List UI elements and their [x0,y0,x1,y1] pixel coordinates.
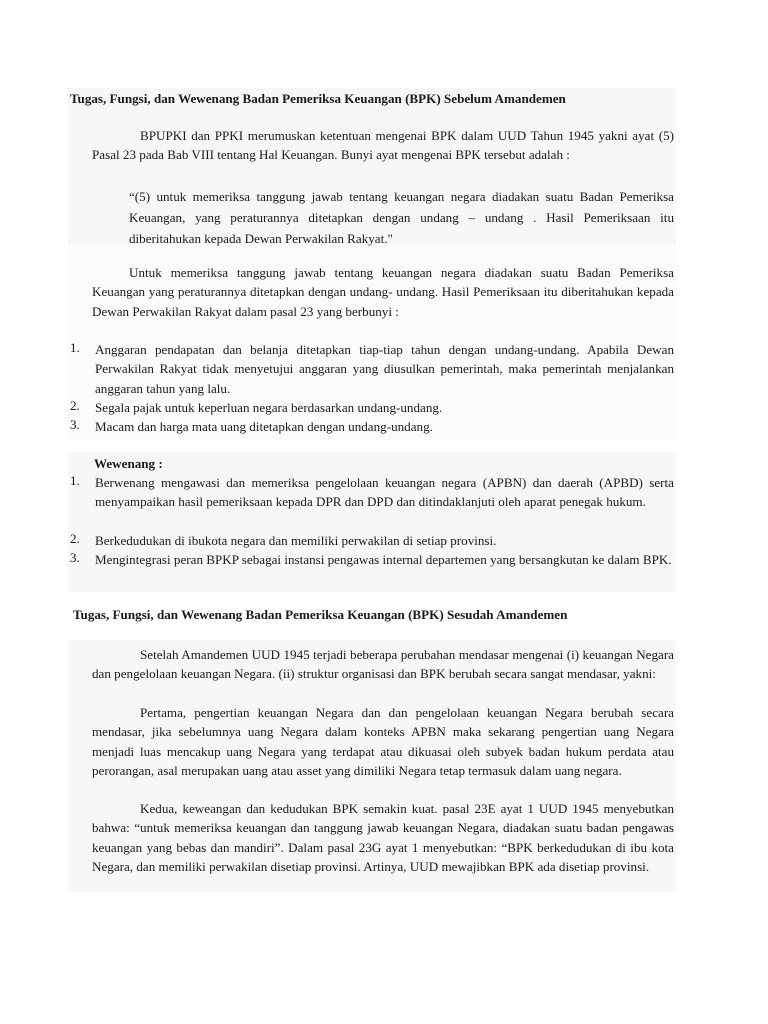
list-text: Segala pajak untuk keperluan negara berdasarkan undang-undang. [95,400,443,415]
section1-intro: BPUPKI dan PPKI merumuskan ketentuan mengenai BPK dalam UUD Tahun 1945 yakni ayat (5) Pasal 23 pada Bab VIII tentang Hal Keuangan. Bunyi ayat mengenai BPK tersebut adalah : [92,128,674,163]
list-number: 3. [70,417,80,432]
section1-title: Tugas, Fungsi, dan Wewenang Badan Pemeriksa Keuangan (BPK) Sebelum Amandemen [70,91,566,106]
list-number: 2. [70,531,80,546]
section2-intro: Setelah Amandemen UUD 1945 terjadi beberapa perubahan mendasar mengenai (i) keuangan Negara dan pengelolaan keuangan Negara. (ii) struktur organisasi dan BPK berubah secara sangat mendasar, yakni: [92,647,674,682]
list-item [70,473,674,531]
section1-para2: Untuk memeriksa tanggung jawab tentang keuangan negara diadakan suatu Badan Pemeriksa Keuangan yang peraturannya ditetapkan dengan undang- undang. Hasil Pemeriksaan itu diberitahukan kepada Dewan Perwakilan Rakyat dalam pasal 23 yang berbunyi : [92,265,674,319]
list-text: Macam dan harga mata uang ditetapkan dengan undang-undang. [95,419,433,434]
list-text: Anggaran pendapatan dan belanja ditetapkan tiap-tiap tahun dengan undang-undang. Apabila Dewan Perwakilan Rakyat tidak menyetujui anggaran yang diusulkan pemerintah, maka pemerintah menjalankan anggaran tahun yang lalu. [95,342,674,396]
list-text: Berwenang mengawasi dan memeriksa pengelolaan keuangan negara (APBN) dan daerah (APBD) serta menyampaikan hasil pemeriksaan kepada DPR dan DPD dan ditindaklanjuti oleh aparat penegak hukum. [95,475,674,510]
section1-quote: “(5) untuk memeriksa tanggung jawab tentang keuangan negara diadakan suatu Badan Pemeriksa Keuangan, yang peraturannya ditetapkan dengan undang – undang . Hasil Pemeriksaan itu diberitahukan kepada Dewan Perwakilan Rakyat." [129,189,674,246]
section2-kedua: Kedua, keweangan dan kedudukan BPK semakin kuat. pasal 23E ayat 1 UUD 1945 menyebutkan bahwa: “untuk memeriksa keuangan dan tanggung jawab keuangan Negara, diadakan suatu badan pengawas keuangan yang bebas dan mandiri”. Dalam pasal 23G ayat 1 menyebutkan: “BPK berkedudukan di ibu kota Negara, dan memiliki perwakilan disetiap provinsi. Artinya, UUD mewajibkan BPK ada disetiap provinsi. [92,801,674,874]
list-item [70,417,674,436]
list-number: 1. [70,473,80,488]
article-list [70,340,674,436]
list-text: Mengintegrasi peran BPKP sebagai instansi pengawas internal departemen yang bersangkutan ke dalam BPK. [95,552,672,567]
list-number: 1. [70,340,80,355]
list-item [70,340,674,398]
section2-title: Tugas, Fungsi, dan Wewenang Badan Pemeriksa Keuangan (BPK) Sesudah Amandemen [73,607,568,622]
section2-pertama: Pertama, pengertian keuangan Negara dan dan pengelolaan keuangan Negara berubah secara mendasar, jika sebelumnya uang Negara dalam konteks APBN maka sekarang pengertian uang Negara menjadi luas mencakup uang Negara yang terdapat atau dikuasai oleh subyek badan hukum perdata atau perorangan, asal merupakan uang atau asset yang dimiliki Negara tetap termasuk dalam uang negara. [92,705,674,778]
list-item [70,550,674,589]
list-item [70,531,674,550]
list-number: 2. [70,398,80,413]
list-text: Berkedudukan di ibukota negara dan memiliki perwakilan di setiap provinsi. [95,533,497,548]
wewenang-list [70,473,674,589]
list-item [70,398,674,417]
list-number: 3. [70,550,80,565]
wewenang-heading: Wewenang : [94,456,163,471]
